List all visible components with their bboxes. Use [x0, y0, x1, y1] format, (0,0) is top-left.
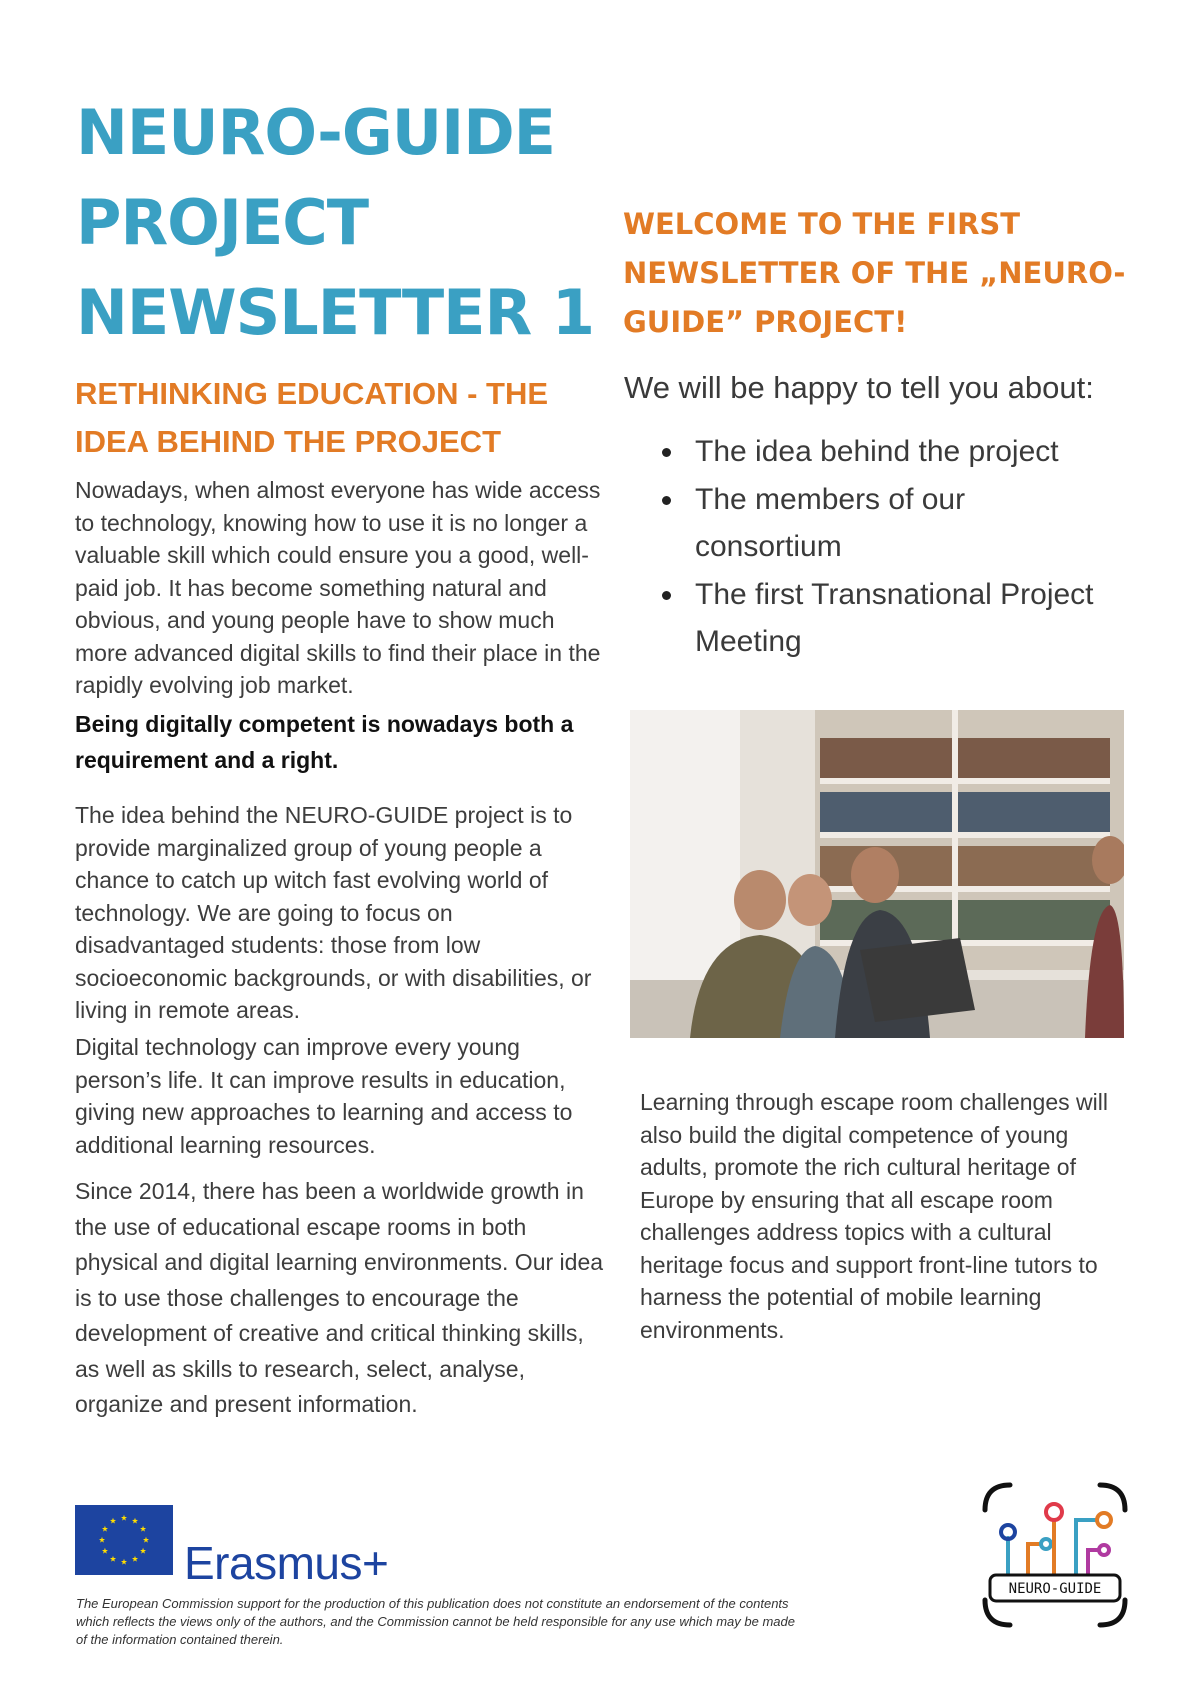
- paragraph-digital-access: Nowadays, when almost everyone has wide access to technology, knowing how to use it is no longer a valuable skill which could ensure you a good, well-paid job. It has become something natural and obvious, and young people have to show much more advanced digital skills to find their place in the rapidly evolving job market.: [75, 477, 601, 698]
- topics-intro: We will be happy to tell you about:: [624, 370, 1094, 405]
- neuro-guide-logo-icon: [980, 1480, 1130, 1630]
- list-item: The members of our consortium: [660, 476, 1120, 571]
- topics-list: [660, 428, 1120, 666]
- eu-flag-icon: [75, 1505, 173, 1575]
- bold-statement: Being digitally competent is nowadays both a requirement and a right.: [75, 711, 574, 773]
- eu-stars-icon: [75, 1505, 173, 1575]
- paragraph-escape-room-learning: Learning through escape room challenges will also build the digital competence of young adults, promote the rich cultural heritage of Europe by ensuring that all escape room challenges address topics with a cultural heritage focus and support front-line tutors to harness the potential of mobile learning environments.: [640, 1089, 1108, 1343]
- paragraph-digital-technology: Digital technology can improve every young person’s life. It can improve results in education, giving new approaches to learning and access to additional learning resources.: [75, 1034, 573, 1158]
- paragraph-project-idea: The idea behind the NEURO-GUIDE project is to provide marginalized group of young people a chance to catch up witch fast evolving world of technology. We are going to focus on disadvantaged students: those from low socioeconomic backgrounds, or with disabilities, or living in remote areas.: [75, 802, 592, 1023]
- photo-illustration: [630, 710, 1124, 1038]
- list-item: The first Transnational Project Meeting: [660, 571, 1120, 666]
- newsletter-title: [76, 88, 636, 358]
- paragraph-escape-rooms: Since 2014, there has been a worldwide growth in the use of educational escape rooms in both physical and digital learning environments. Our idea is to use those challenges to encourage the development of creative and critical thinking skills, as well as skills to research, select, analyse, organize and present information.: [75, 1178, 604, 1417]
- title-line-2: PROJECT: [76, 186, 369, 259]
- title-line-3: NEWSLETTER 1: [76, 276, 594, 349]
- list-item: The idea behind the project: [660, 428, 1120, 476]
- welcome-heading: WELCOME TO THE FIRST NEWSLETTER OF THE „NEURO-GUIDE” PROJECT!: [623, 207, 1126, 339]
- disclaimer-text: The European Commission support for the production of this publication does not constitute an endorsement of the contents which reflects the views only of the authors, and the Commission cannot be held responsible for any use which may be made of the information contained therein.: [76, 1596, 795, 1647]
- section-heading: RETHINKING EDUCATION - THE IDEA BEHIND THE PROJECT: [75, 376, 549, 459]
- logo-wordmark: NEURO-GUIDE: [1008, 1581, 1102, 1597]
- title-line-1: NEURO-GUIDE: [76, 96, 556, 169]
- students-photo: [630, 710, 1124, 1038]
- neuro-guide-logo: [980, 1480, 1130, 1630]
- erasmus-logo-text: Erasmus+: [184, 1537, 389, 1589]
